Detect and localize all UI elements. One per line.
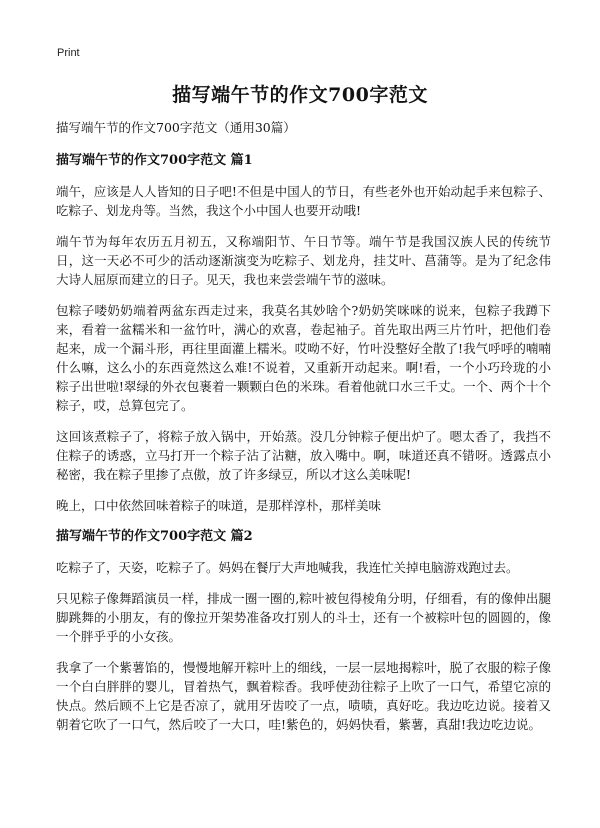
article-section-2: [56, 527, 551, 734]
section-heading: 描写端午节的作文700字范文 篇1: [56, 153, 253, 168]
paragraph: 只见粽子像舞蹈演员一样，排成一圈一圈的,粽叶被包得棱角分明，仔细看，有的像伸出腿脚跳舞的小朋友，有的像拉开架势准备攻打别人的斗士，还有一个被粽叶包的圆圆的，像一个胖乎乎的小女孩。: [56, 591, 551, 644]
article-subtitle: 描写端午节的作文700字范文（通用30篇）: [56, 120, 296, 135]
paragraph: 晚上，口中依然回味着粽子的味道，是那样淳朴，那样美味: [56, 498, 382, 513]
page-title: 描写端午节的作文700字范文: [172, 84, 428, 106]
paragraph: 我拿了一个紫薯馅的，慢慢地解开粽叶上的细线，一层一层地揭粽叶，脱了衣服的粽子像一个白白胖胖的婴儿，冒着热气，飘着粽香。我呼使劲往粽子上吹了一口气，希望它凉的快点。然后顾不上它是否凉了，就用牙齿咬了一点，啧啧，真好吃。我边吃边说。接着又朝着它吹了一口气，然后咬了一大口，哇!紫色的，妈妈快看，紫薯，真甜!我边吃边说。: [56, 660, 551, 732]
paragraph: 端午节为每年农历五月初五，又称端阳节、午日节等。端午节是我国汉族人民的传统节日，这一天必不可少的活动逐渐演变为吃粽子、划龙舟，挂艾叶、菖蒲等。是为了纪念伟大诗人屈原而建立的日子。见天，我也来尝尝端午节的滋味。: [56, 234, 551, 287]
paragraph: 这回该煮粽子了，将粽子放入锅中，开始蒸。没几分钟粽子便出炉了。嗯太香了，我挡不住粽子的诱惑，立马打开一个粽子沾了沾糖，放入嘴中。啊，味道还真不错呀。透露点小秘密，我在粽子里掺了点傲，放了许多绿豆，所以才这么美味呢!: [56, 429, 551, 482]
article-section-1: [56, 151, 551, 515]
print-label: Print: [57, 47, 80, 59]
paragraph: 吃粽子了，天姿，吃粽子了。妈妈在餐厅大声地喊我，我连忙关掉电脑游戏跑过去。: [56, 560, 519, 575]
section-heading: 描写端午节的作文700字范文 篇2: [56, 529, 253, 544]
article-body: [56, 118, 551, 746]
paragraph: 端午，应该是人人皆知的日子吧!不但是中国人的节日，有些老外也开始动起手来包粽子、吃粽子、划龙舟等。当然，我这个小中国人也要开动哦!: [56, 184, 551, 218]
paragraph: 包粽子喽奶奶端着两盆东西走过来，我莫名其妙啥个?奶奶笑咪咪的说来，包粽子我蹲下来，看着一盆糯米和一盆竹叶，满心的欢喜，卷起袖子。首先取出两三片竹叶，把他们卷起来，成一个漏斗形，再往里面灌上糯米。哎呦不好，竹叶没整好全散了!我气呼呼的喃喃什么嘛，这么小的东西竟然这么难!不说着，又重新开动起来。啊!看，一个小巧玲珑的小粽子出世啦!翠绿的外衣包裹着一颗颗白色的米珠。看着他就口水三千丈。一个、两个十个粽子，哎，总算包完了。: [56, 303, 551, 413]
